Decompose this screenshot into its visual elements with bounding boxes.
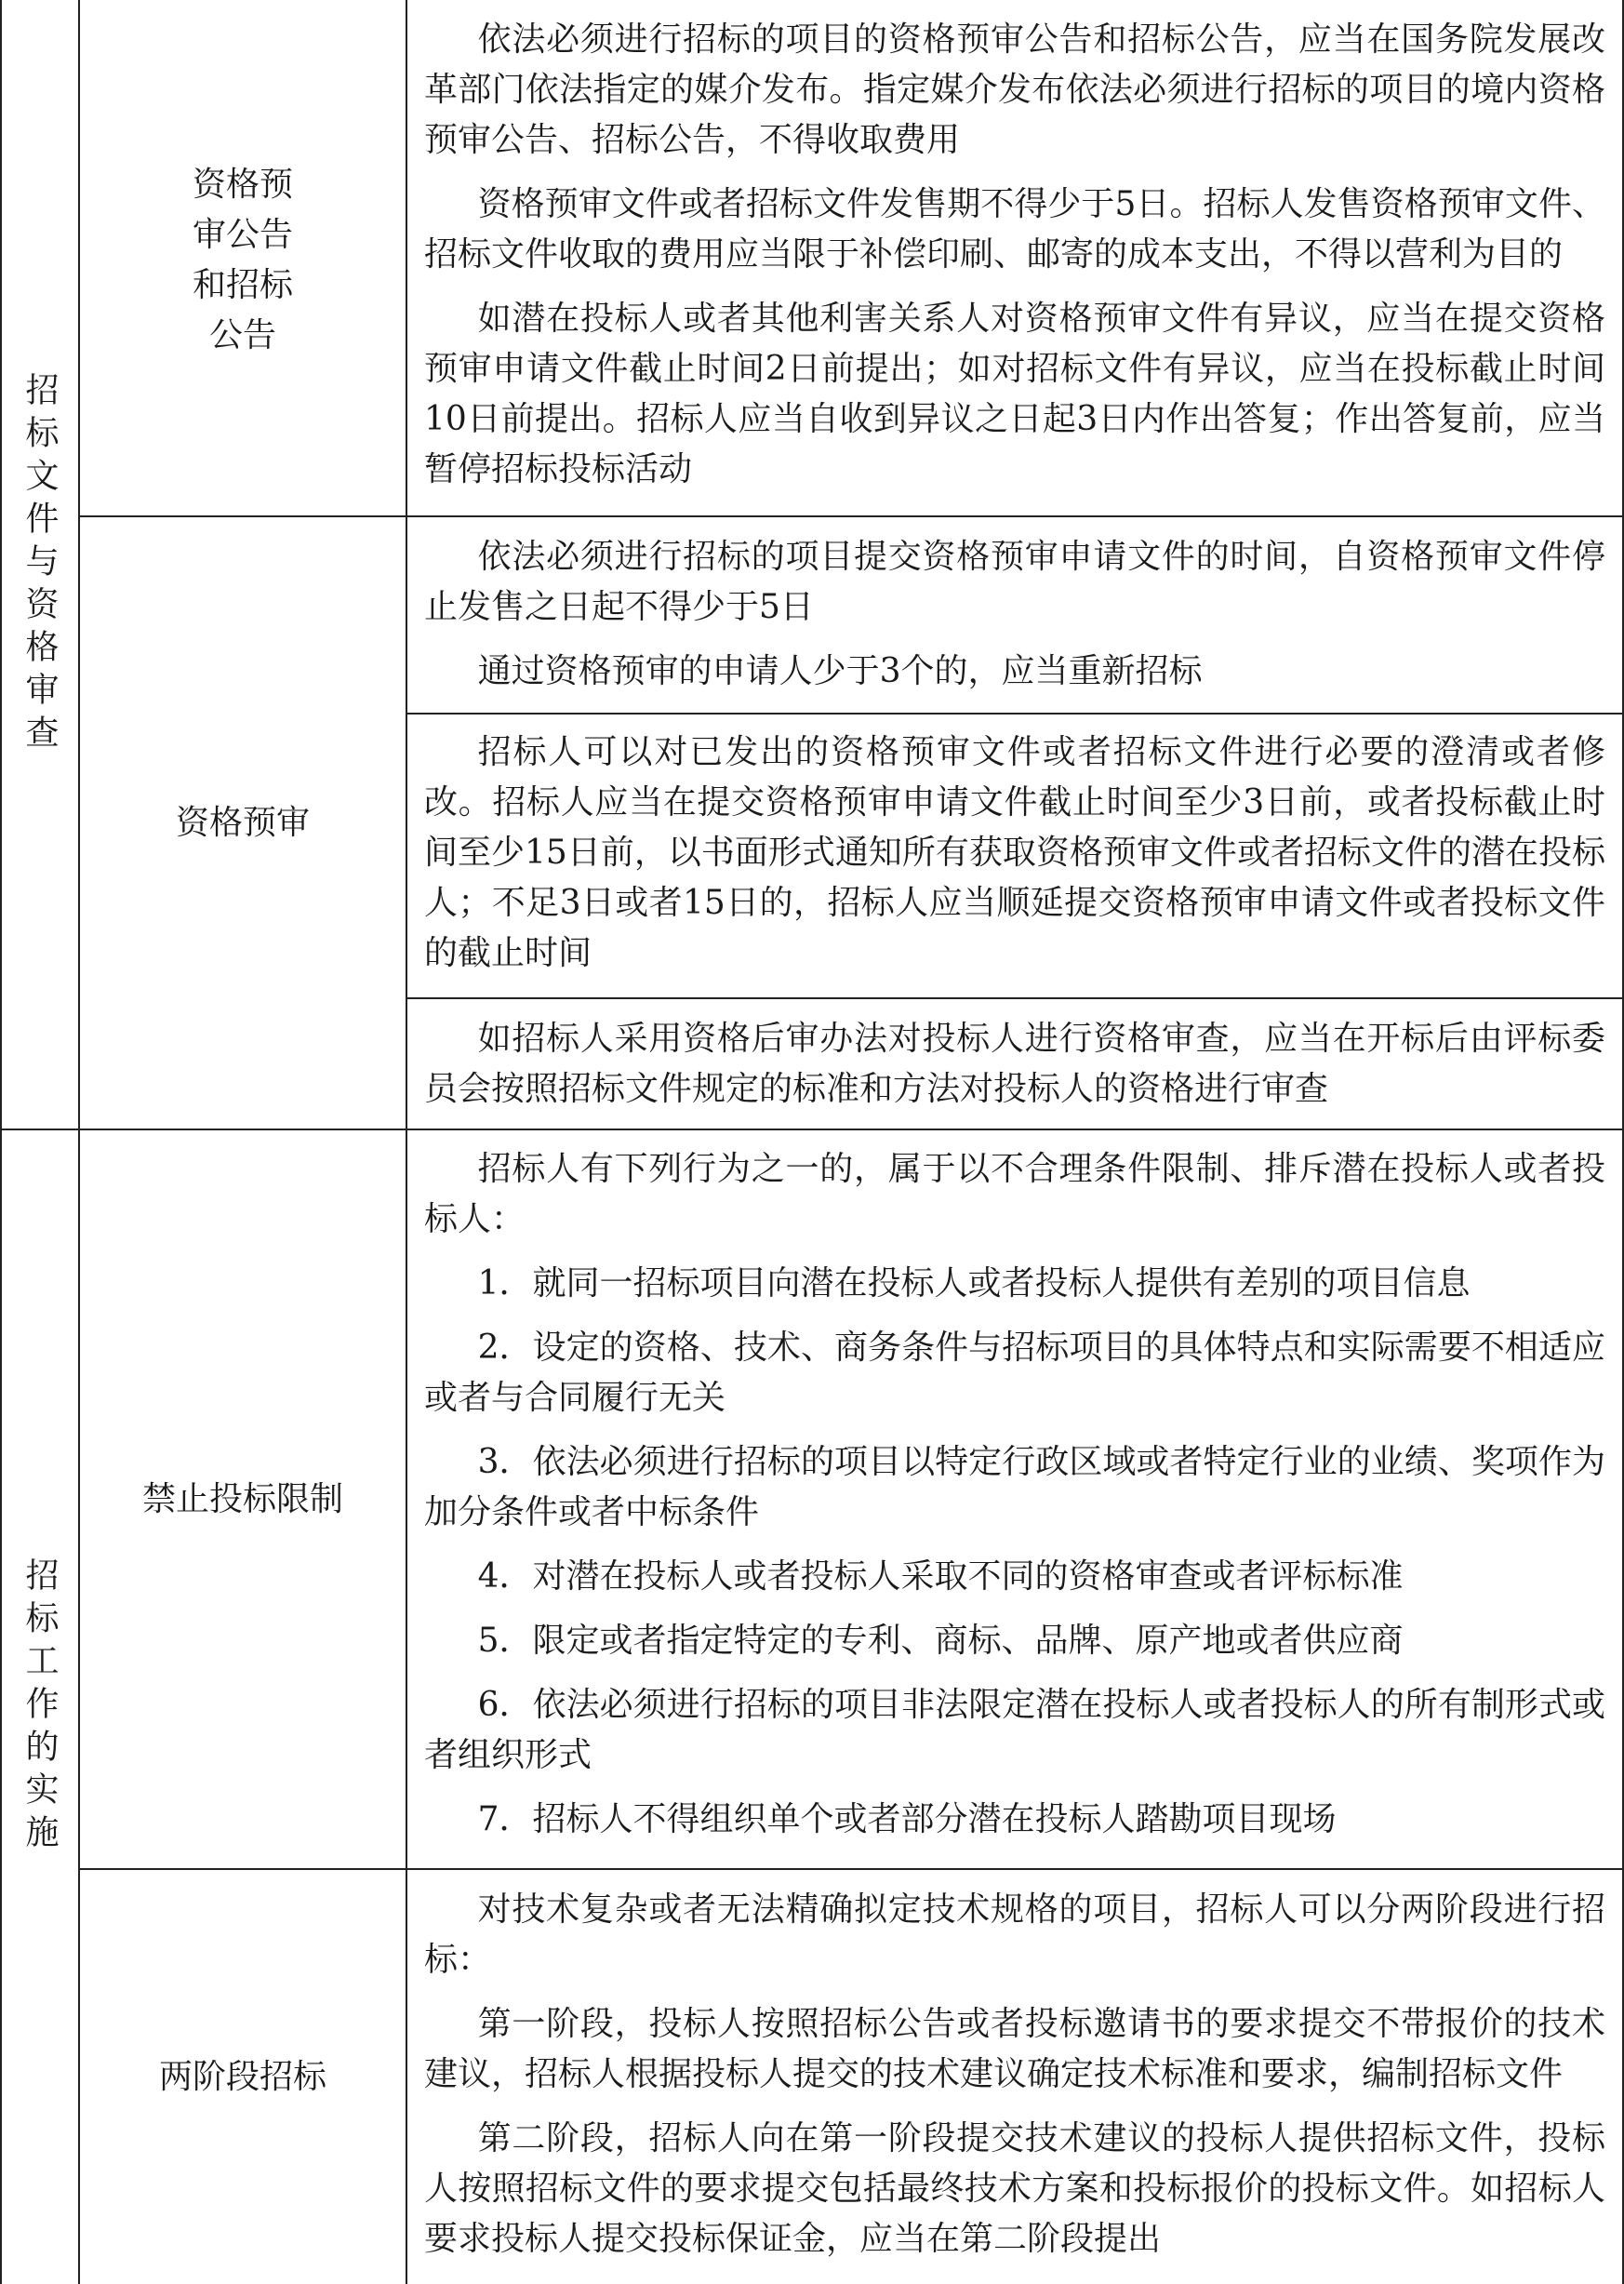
list-item: 5．限定或者指定特定的专利、商标、品牌、原产地或者供应商: [477, 1622, 1404, 1660]
paragraph: 通过资格预审的申请人少于3个的，应当重新招标: [477, 652, 1203, 690]
subcategory-label: 资格预审: [175, 803, 310, 842]
paragraph: 资格预审文件或者招标文件发售期不得少于5日。招标人发售资格预审文件、招标文件收取的费用应当限于补偿印刷、邮寄的成本支出，不得以营利为目的: [424, 185, 1605, 274]
content-cell: [424, 1014, 1605, 1115]
list-item: 7．招标人不得组织单个或者部分潜在投标人踏勘项目现场: [477, 1800, 1337, 1838]
content-cell: [424, 1144, 1605, 1845]
paragraph: 招标人有下列行为之一的，属于以不合理条件限制、排斥潜在投标人或者投标人：: [424, 1150, 1605, 1238]
paragraph: 招标人可以对已发出的资格预审文件或者招标文件进行必要的澄清或者修改。招标人应当在提交资格预审申请文件截止时间至少3日前，或者投标截止时间至少15日前，以书面形式通知所有获取资格预审文件或者招标文件的潜在投标人；不足3日或者15日的，招标人应当顺延提交资格预审申请文件或者投标文件的截止时间: [424, 733, 1605, 972]
section-title: 招标工作的实施: [20, 1557, 59, 1857]
section-title-cell: [0, 1130, 78, 2284]
row-divider: [406, 997, 1624, 999]
content-cell: [424, 728, 1605, 979]
row-divider: [406, 713, 1624, 715]
list-item: 3．依法必须进行招标的项目以特定行政区域或者特定行业的业绩、奖项作为加分条件或者中标条件: [424, 1443, 1605, 1531]
paragraph: 第二阶段，招标人向在第一阶段提交技术建议的投标人提供招标文件，投标人按照招标文件的要求提交包括最终技术方案和投标报价的投标文件。如招标人要求投标人提交投标保证金，应当在第二阶段提出: [424, 2119, 1605, 2258]
content-cell: [424, 1885, 1605, 2264]
paragraph: 第一阶段，投标人按照招标公告或者投标邀请书的要求提交不带报价的技术建议，招标人根据投标人提交的技术建议确定技术标准和要求，编制招标文件: [424, 2005, 1605, 2093]
paragraph: 依法必须进行招标的项目的资格预审公告和招标公告，应当在国务院发展改革部门依法指定的媒介发布。指定媒介发布依法必须进行招标的项目的境内资格预审公告、招标公告，不得收取费用: [424, 20, 1605, 159]
list-item: 2．设定的资格、技术、商务条件与招标项目的具体特点和实际需要不相适应或者与合同履行无关: [424, 1329, 1605, 1417]
column-divider-content: [406, 0, 407, 2284]
subcategory-label: 资格预审公告和招标公告: [192, 166, 293, 354]
content-cell: [424, 532, 1605, 697]
subcategory-label: 禁止投标限制: [141, 1479, 343, 1518]
paragraph: 对技术复杂或者无法精确拟定技术规格的项目，招标人可以分两阶段进行招标：: [424, 1890, 1605, 1979]
section-title-cell: [0, 0, 78, 1129]
content-cell: [424, 15, 1605, 495]
section-title: 招标文件与资格审查: [20, 371, 59, 757]
paragraph: 如招标人采用资格后审办法对投标人进行资格审查，应当在开标后由评标委员会按照招标文件规定的标准和方法对投标人的资格进行审查: [424, 1020, 1605, 1108]
list-item: 6．依法必须进行招标的项目非法限定潜在投标人或者投标人的所有制形式或者组织形式: [424, 1686, 1605, 1774]
paragraph: 如潜在投标人或者其他利害关系人对资格预审文件有异议，应当在提交资格预审申请文件截止时间2日前提出；如对招标文件有异议，应当在投标截止时间10日前提出。招标人应当自收到异议之日起3日内作出答复；作出答复前，应当暂停招标投标活动: [424, 300, 1605, 488]
paragraph: 依法必须进行招标的项目提交资格预审申请文件的时间，自资格预审文件停止发售之日起不得少于5日: [424, 538, 1605, 626]
list-item: 1．就同一招标项目向潜在投标人或者投标人提供有差别的项目信息: [477, 1264, 1471, 1302]
list-item: 4．对潜在投标人或者投标人采取不同的资格审查或者评标标准: [477, 1557, 1404, 1596]
subcategory-label: 两阶段招标: [158, 2057, 326, 2096]
